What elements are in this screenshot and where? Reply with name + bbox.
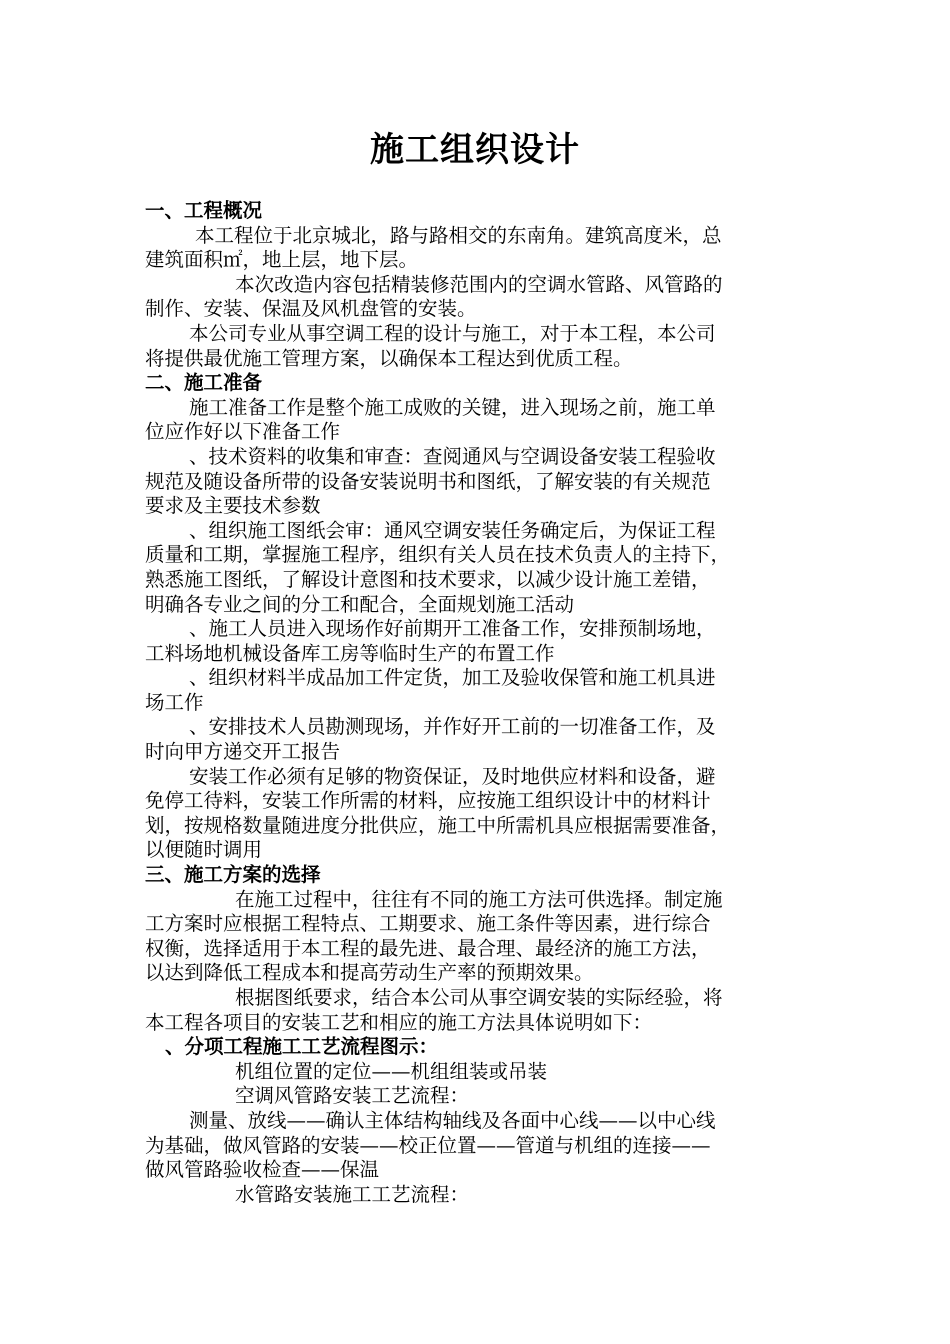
section-heading: 三、施工方案的选择 [145, 863, 321, 887]
text-line: 场工作 [145, 690, 204, 714]
section-heading: 一、工程概况 [145, 199, 263, 222]
text-line: 施工准备工作是整个施工成败的关键，进入现场之前，施工单 [189, 395, 716, 419]
text-line: 本公司专业从事空调工程的设计与施工，对于本工程，本公司 [189, 321, 716, 345]
text-line: 、组织材料半成品加工件定货，加工及验收保管和施工机具进 [189, 666, 716, 690]
text-line: 规范及随设备所带的设备安装说明书和图纸，了解安装的有关规范 [145, 469, 711, 493]
text-line: 本次改造内容包括精装修范围内的空调水管路、风管路的 [235, 272, 723, 296]
text-line: 本工程位于北京城北，路与路相交的东南角。建筑高度米，总 [195, 223, 722, 247]
text-line: 明确各专业之间的分工和配合，全面规划施工活动 [145, 592, 575, 616]
text-line: 建筑面积㎡，地上层，地下层。 [145, 248, 419, 272]
text-line: 、组织施工图纸会审：通风空调安装任务确定后，为保证工程 [189, 518, 716, 542]
text-line: 本工程各项目的安装工艺和相应的施工方法具体说明如下： [145, 1010, 653, 1034]
text-line: 安装工作必须有足够的物资保证，及时地供应材料和设备，避 [189, 764, 716, 788]
section-heading: 二、施工准备 [145, 371, 263, 395]
text-line: 制作、安装、保温及风机盘管的安装。 [145, 297, 477, 321]
text-line: 免停工待料，安装工作所需的材料，应按施工组织设计中的材料计 [145, 789, 711, 813]
text-line: 以达到降低工程成本和提高劳动生产率的预期效果。 [145, 961, 594, 985]
text-line: 、安排技术人员勘测现场，并作好开工前的一切准备工作，及 [189, 715, 716, 739]
page-title: 施工组织设计 [370, 130, 580, 170]
text-line: 机组位置的定位——机组组装或吊装 [235, 1059, 548, 1083]
text-line: 在施工过程中，往往有不同的施工方法可供选择。制定施 [235, 887, 723, 911]
text-line: 、施工人员进入现场作好前期开工准备工作，安排预制场地， [189, 617, 716, 641]
section-heading: 、分项工程施工工艺流程图示： [165, 1035, 439, 1059]
text-line: 划，按规格数量随进度分批供应，施工中所需机具应根据需要准备， [145, 813, 731, 837]
text-line: 、技术资料的收集和审查：查阅通风与空调设备安装工程验收 [189, 444, 716, 468]
text-line: 权衡，选择适用于本工程的最先进、最合理、最经济的施工方法， [145, 936, 711, 960]
text-line: 为基础，做风管路的安装——校正位置——管道与机组的连接—— [145, 1133, 711, 1157]
text-line: 水管路安装施工工艺流程： [235, 1182, 470, 1206]
text-line: 根据图纸要求，结合本公司从事空调安装的实际经验，将 [235, 986, 723, 1009]
text-line: 要求及主要技术参数 [145, 494, 321, 518]
text-line: 将提供最优施工管理方案，以确保本工程达到优质工程。 [145, 346, 633, 370]
text-line: 熟悉施工图纸，了解设计意图和技术要求，以减少设计施工差错， [145, 567, 711, 591]
text-line: 空调风管路安装工艺流程： [235, 1084, 470, 1108]
text-line: 时向甲方递交开工报告 [145, 740, 341, 764]
document-body [145, 199, 817, 1207]
text-line: 位应作好以下准备工作 [145, 420, 341, 444]
text-line: 做风管路验收检查——保温 [145, 1158, 380, 1182]
text-line: 工方案时应根据工程特点、工期要求、施工条件等因素，进行综合 [145, 912, 711, 936]
text-line: 工料场地机械设备库工房等临时生产的布置工作 [145, 641, 555, 665]
text-line: 质量和工期，掌握施工程序，组织有关人员在技术负责人的主持下， [145, 543, 731, 567]
text-line: 测量、放线——确认主体结构轴线及各面中心线——以中心线 [189, 1108, 716, 1132]
text-line: 以便随时调用 [145, 838, 263, 862]
